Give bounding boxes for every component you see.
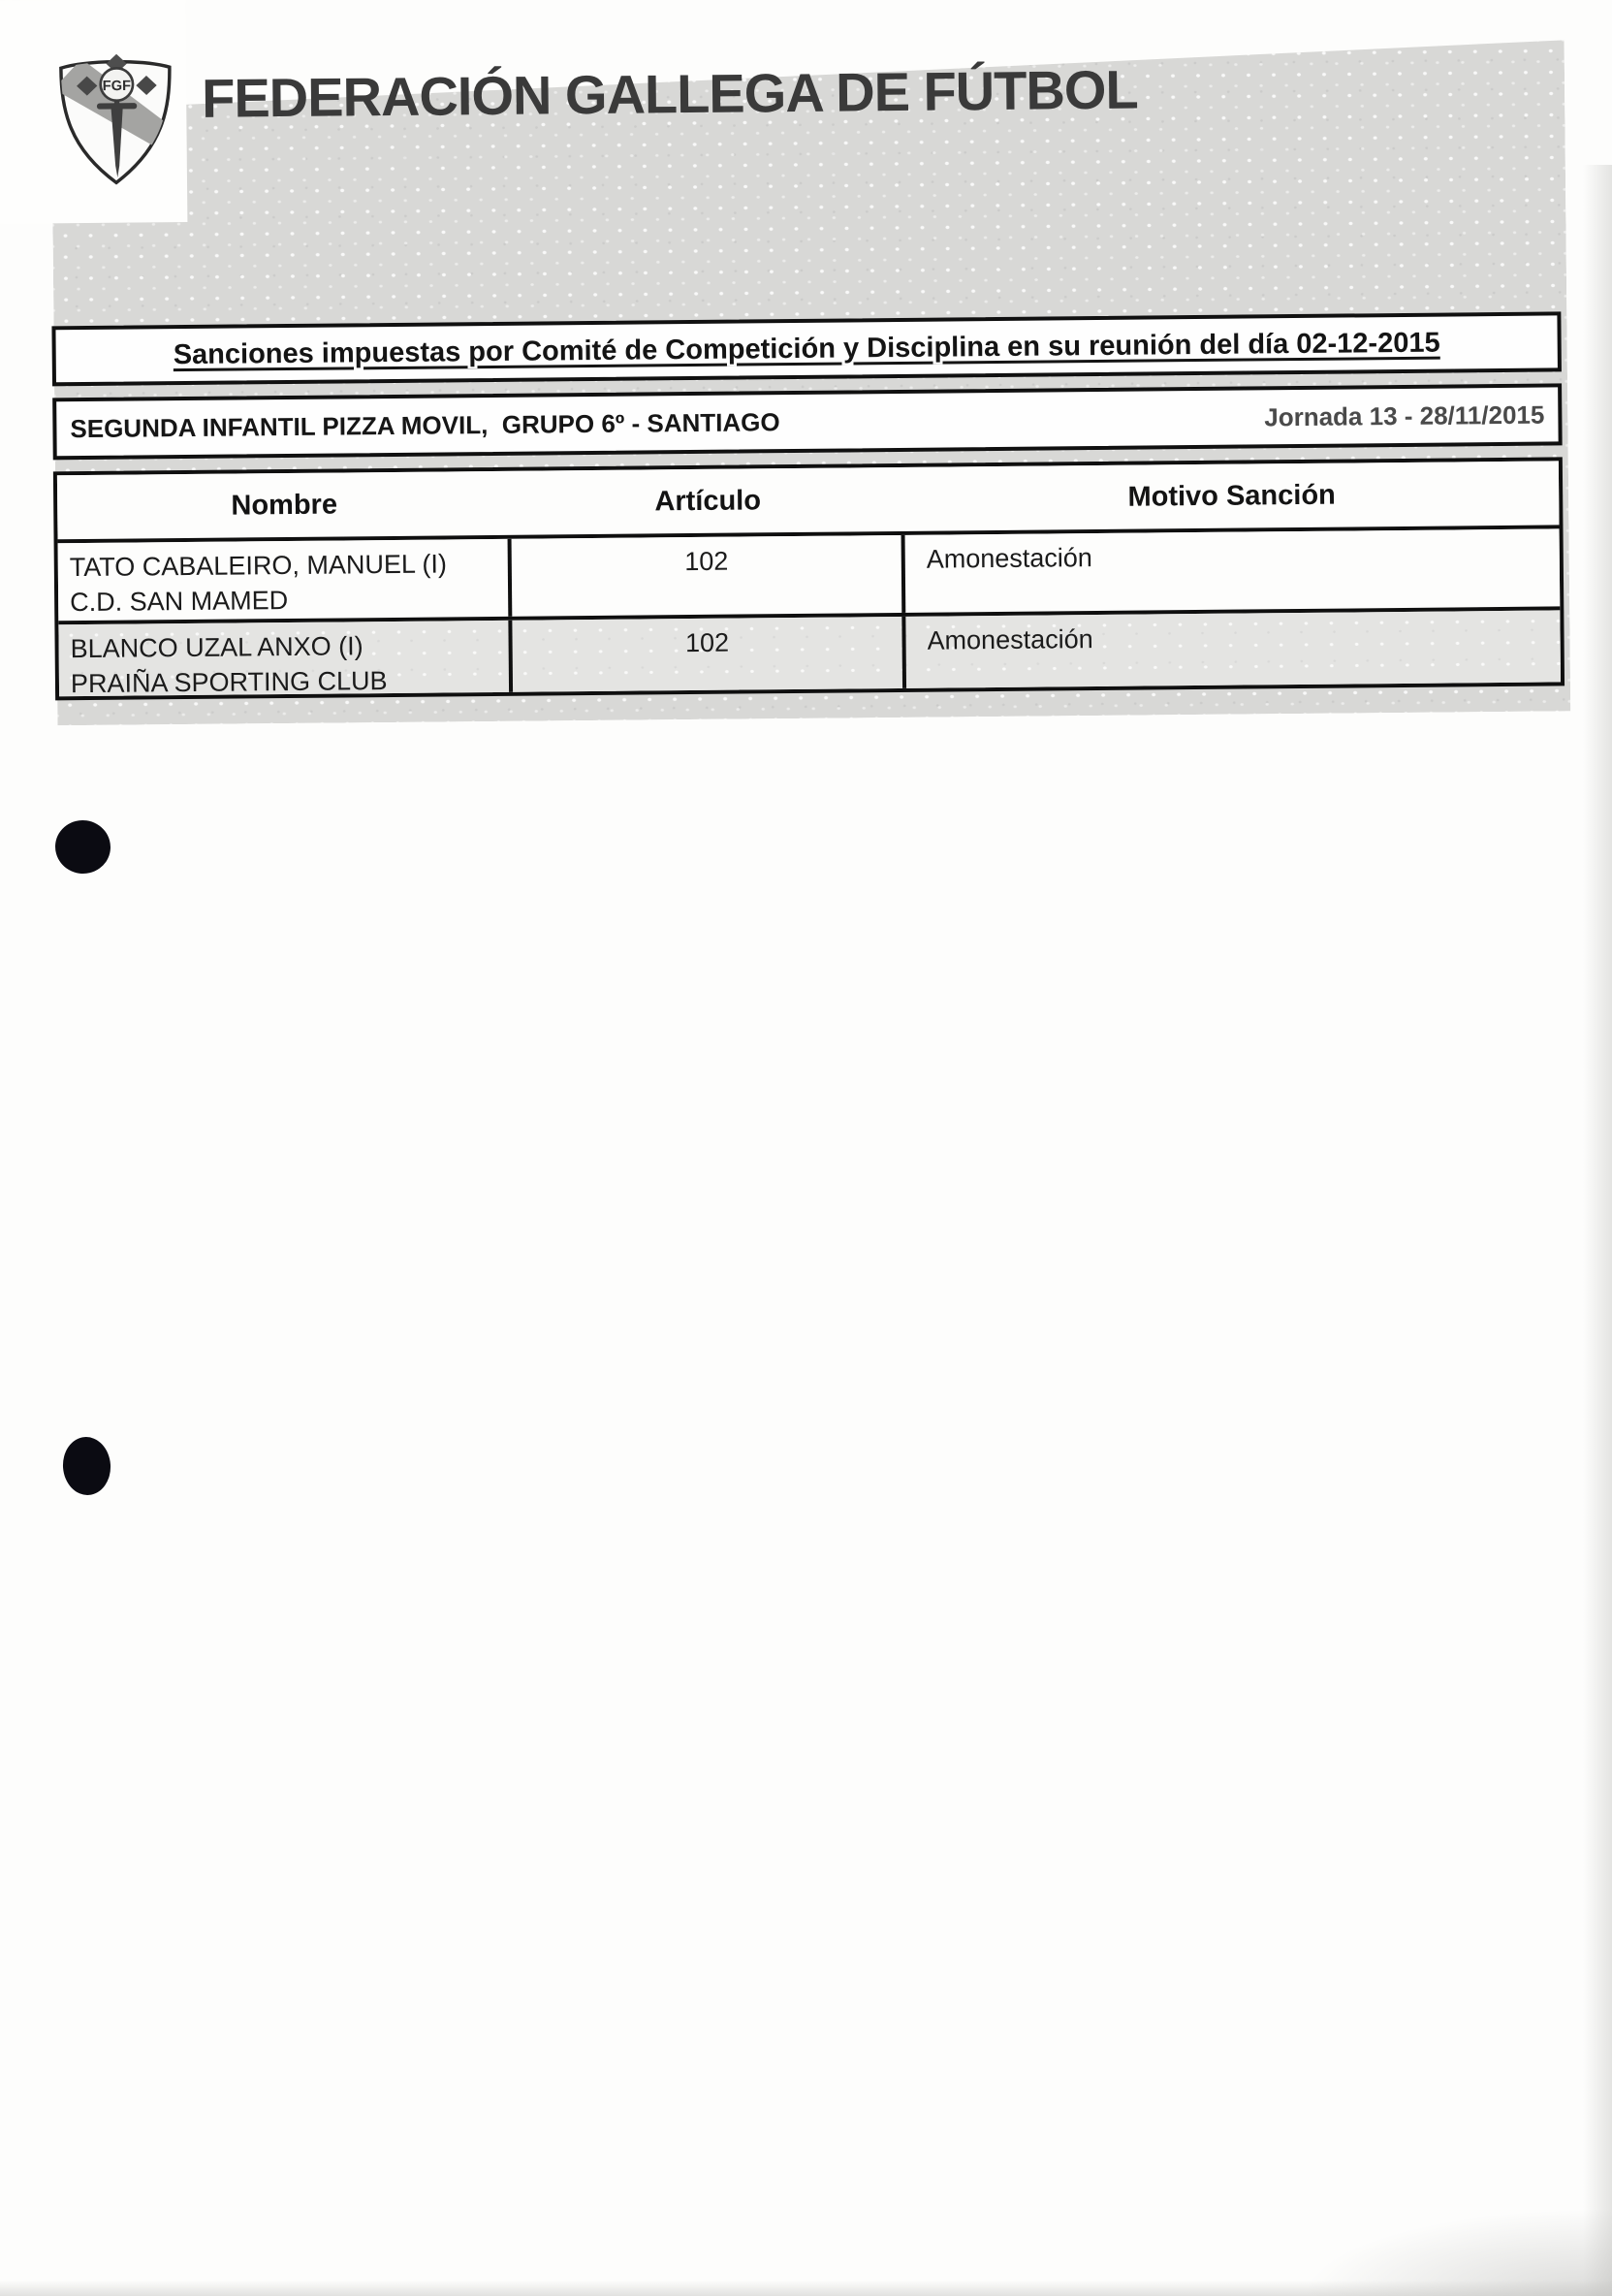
player-name: BLANCO UZAL ANXO (I) (70, 631, 363, 664)
articulo-cell: 102 (512, 617, 906, 692)
motivo-cell: Amonestación (927, 624, 1093, 655)
organization-title: FEDERACIÓN GALLEGA DE FÚTBOL (201, 58, 1138, 129)
sanctions-title-text: Sanciones impuestas por Comité de Competición y Disciplina en su reunión del día 02-12-2015 (173, 327, 1440, 370)
club-name: C.D. SAN MAMED (70, 586, 289, 618)
sword-crossguard (97, 103, 137, 110)
sanctions-table (53, 457, 1565, 700)
matchday-date: Jornada 13 - 28/11/2015 (1264, 399, 1545, 431)
articulo-cell: 102 (512, 535, 906, 617)
player-name: TATO CABALEIRO, MANUEL (I) (69, 549, 448, 583)
logo-monogram-text: FGF (102, 78, 132, 95)
competition-name: SEGUNDA INFANTIL PIZZA MOVIL, GRUPO 6º - SANTIAGO (70, 406, 780, 443)
fgf-crest-icon (50, 51, 181, 188)
table-row (58, 610, 1561, 699)
column-header-nombre: Nombre (231, 489, 338, 522)
column-header-articulo: Artículo (654, 484, 762, 517)
logo-box (0, 0, 187, 224)
player-name-cell (58, 621, 513, 699)
table-row (58, 528, 1561, 624)
club-name: PRAIÑA SPORTING CLUB (70, 666, 388, 699)
motivo-cell: Amonestación (926, 543, 1093, 574)
player-name-cell (58, 539, 513, 621)
column-header-motivo: Motivo Sanción (1127, 479, 1336, 513)
